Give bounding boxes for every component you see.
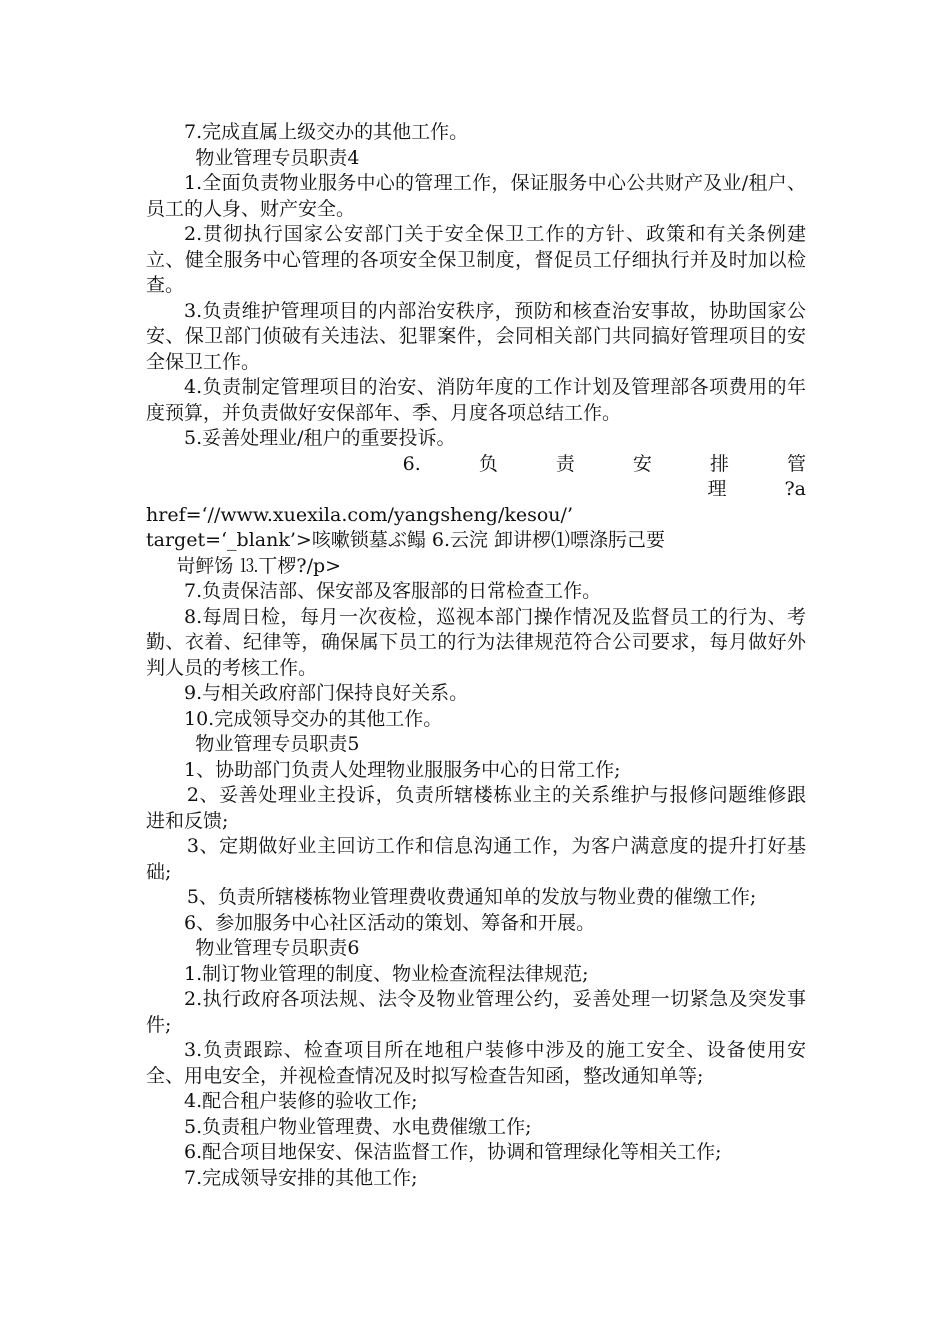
paragraph: 3.负责维护管理项目的内部治安秩序，预防和核查治安事故，协助国家公安、保卫部门侦破有关违法、犯罪案件，会同相关部门共同搞好管理项目的安全保卫工作。: [146, 299, 806, 373]
paragraph: 1、协助部门负责人处理物业服服务中心的日常工作;: [184, 758, 621, 781]
paragraph: 10.完成领导交办的其他工作。: [184, 707, 443, 730]
paragraph: 7.完成领导安排的其他工作;: [184, 1166, 418, 1189]
paragraph: 4.负责制定管理项目的治安、消防年度的工作计划及管理部各项费用的年度预算，并负责做好安保部年、季、月度各项总结工作。: [146, 376, 806, 424]
document-body: [146, 120, 806, 1191]
paragraph: 3.负责跟踪、检查项目所在地租户装修中涉及的施工安全、设备使用安全、用电安全，并视检查情况及时拟写检查告知函，整改通知单等;: [146, 1039, 806, 1087]
paragraph: 6、参加服务中心社区活动的策划、筹备和开展。: [184, 911, 596, 934]
paragraph: 1.制订物业管理的制度、物业检查流程法律规范;: [184, 962, 589, 985]
section-heading: 物业管理专员职责4: [195, 146, 360, 169]
paragraph: 2.执行政府各项法规、法令及物业管理公约，妥善处理一切紧急及突发事件;: [146, 988, 806, 1036]
paragraph: 5、负责所辖楼栋物业管理费收费通知单的发放与物业费的催缴工作;: [186, 886, 757, 908]
paragraph: target=‘_blank’>咳嗽锁墓ぶ鳎 6.云浣 卸讲椤⑴嘌涤肟己要: [146, 529, 666, 551]
paragraph: 6.配合项目地保安、保洁监督工作，协调和管理绿化等相关工作;: [184, 1141, 722, 1163]
paragraph: 7.负责保洁部、保安部及客服部的日常检查工作。: [184, 580, 602, 602]
paragraph: 6. 负 责 安 排 管 理 ?a: [402, 452, 806, 500]
paragraph: 9.与相关政府部门保持良好关系。: [184, 682, 469, 704]
paragraph: 4.配合租户装修的验收工作;: [184, 1090, 418, 1112]
section-heading: 物业管理专员职责5: [195, 733, 360, 755]
paragraph: 5.负责租户物业管理费、水电费催缴工作;: [184, 1115, 532, 1138]
paragraph: 2.贯彻执行国家公安部门关于安全保卫工作的方针、政策和有关条例建立、健全服务中心管理的各项安全保卫制度，督促员工仔细执行并及时加以检查。: [146, 223, 806, 296]
paragraph: 1.全面负责物业服务中心的管理工作，保证服务中心公共财产及业/租户、员工的人身、财产安全。: [146, 172, 806, 220]
section-heading: 物业管理专员职责6: [195, 937, 360, 959]
paragraph: 8.每周日检，每月一次夜检，巡视本部门操作情况及监督员工的行为、考勤、衣着、纪律等，确保属下员工的行为法律规范符合公司要求，每月做好外判人员的考核工作。: [146, 605, 806, 679]
paragraph: 2、妥善处理业主投诉，负责所辖楼栋业主的关系维护与报修问题维修跟进和反馈;: [146, 784, 806, 832]
paragraph: 3、定期做好业主回访工作和信息沟通工作，为客户满意度的提升打好基础;: [146, 835, 806, 883]
paragraph: 7.完成直属上级交办的其他工作。: [184, 121, 469, 143]
paragraph: 5.妥善处理业/租户的重要投诉。: [184, 427, 456, 449]
paragraph: 岢鲆饧 ⒔丅椤?/p>: [176, 554, 342, 577]
paragraph: href=‘//www.xuexila.com/yangsheng/kesou/’: [146, 503, 573, 526]
